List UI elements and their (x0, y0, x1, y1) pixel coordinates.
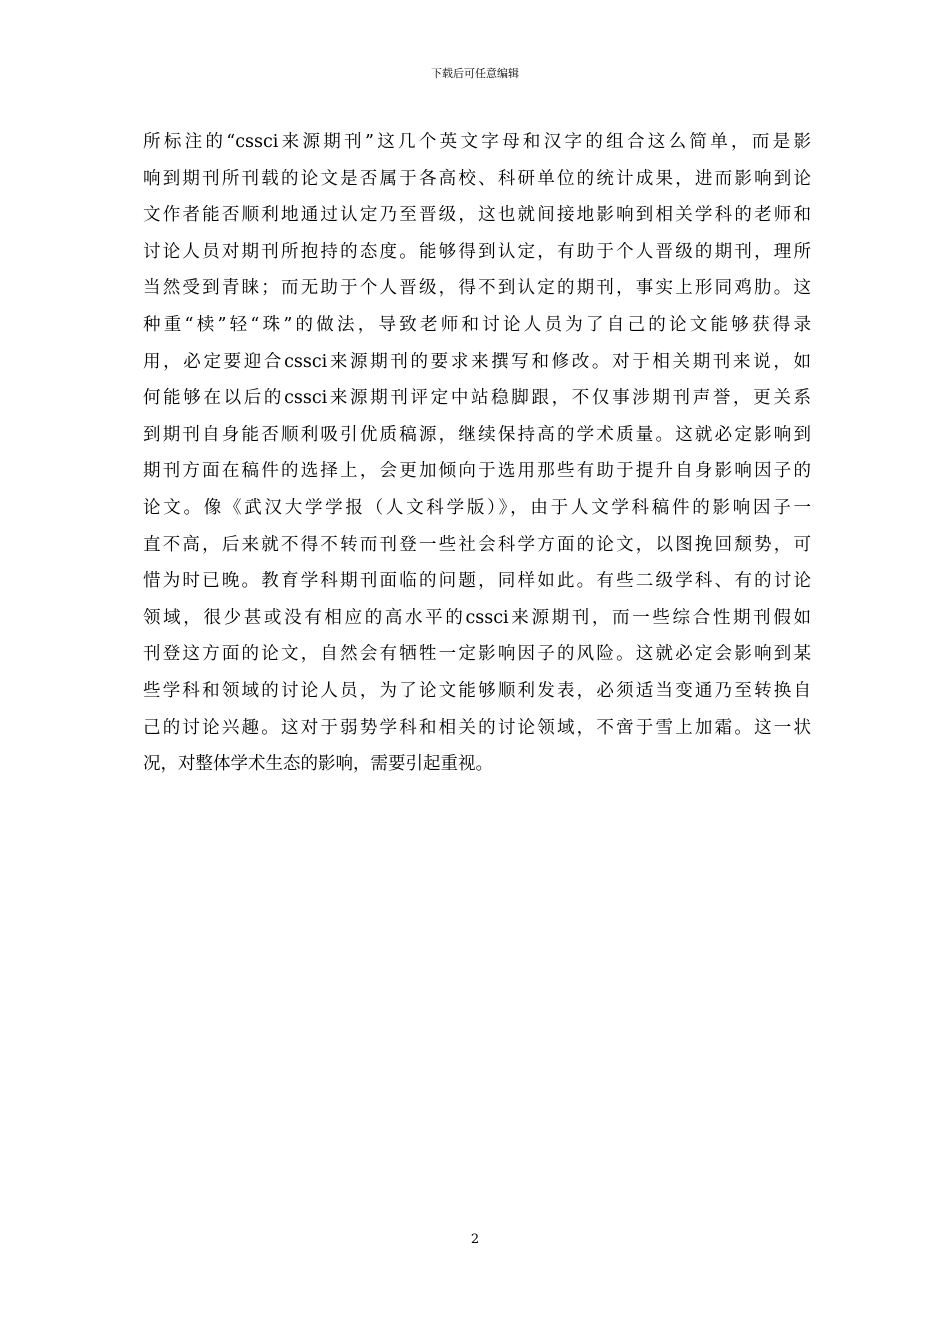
text-line: 论文。像《武汉大学学报（人文科学版）》，由于人文学科稿件的影响因子一 (143, 497, 811, 518)
text-line: 直不高，后来就不得不转而刊登一些社会科学方面的论文，以图挽回颓势，可 (143, 534, 811, 555)
text-line: 文作者能否顺利地通过认定乃至晋级，这也就间接地影响到相关学科的老师和 (143, 205, 811, 226)
text-line: 况，对整体学术生态的影响，需要引起重视。 (143, 754, 493, 775)
text-line: 所标注的“cssci来源期刊”这几个英文字母和汉字的组合这么简单，而是影 (143, 132, 811, 152)
text-line: 己的讨论兴趣。这对于弱势学科和相关的讨论领域，不啻于雪上加霜。这一状 (143, 717, 811, 738)
body-paragraph (143, 124, 811, 783)
text-line: 用，必定要迎合cssci来源期刊的要求来撰写和修改。对于相关期刊来说，如 (143, 351, 811, 372)
text-line: 种重“椟”轻“珠”的做法，导致老师和讨论人员为了自己的论文能够获得录 (143, 314, 811, 335)
text-line: 何能够在以后的cssci来源期刊评定中站稳脚跟，不仅事涉期刊声誉，更关系 (143, 388, 811, 409)
text-line: 惜为时已晚。教育学科期刊面临的问题，同样如此。有些二级学科、有的讨论 (143, 571, 811, 592)
text-line: 到期刊自身能否顺利吸引优质稿源，继续保持高的学术质量。这就必定影响到 (143, 424, 811, 445)
text-line: 刊登这方面的论文，自然会有牺牲一定影响因子的风险。这就必定会影响到某 (143, 644, 811, 665)
text-line: 些学科和领域的讨论人员，为了论文能够顺利发表，必须适当变通乃至转换自 (143, 680, 811, 701)
text-line: 响到期刊所刊载的论文是否属于各高校、科研单位的统计成果，进而影响到论 (143, 168, 811, 189)
text-line: 期刊方面在稿件的选择上，会更加倾向于选用那些有助于提升自身影响因子的 (143, 461, 811, 482)
text-line: 当然受到青睐；而无助于个人晋级，得不到认定的期刊，事实上形同鸡肋。这 (143, 278, 811, 299)
text-line: 讨论人员对期刊所抱持的态度。能够得到认定，有助于个人晋级的期刊，理所 (143, 241, 811, 262)
text-line: 领域，很少甚或没有相应的高水平的cssci来源期刊，而一些综合性期刊假如 (143, 607, 811, 628)
page-header: 下载后可任意编辑 (431, 67, 519, 80)
page-number: 2 (470, 1232, 480, 1247)
